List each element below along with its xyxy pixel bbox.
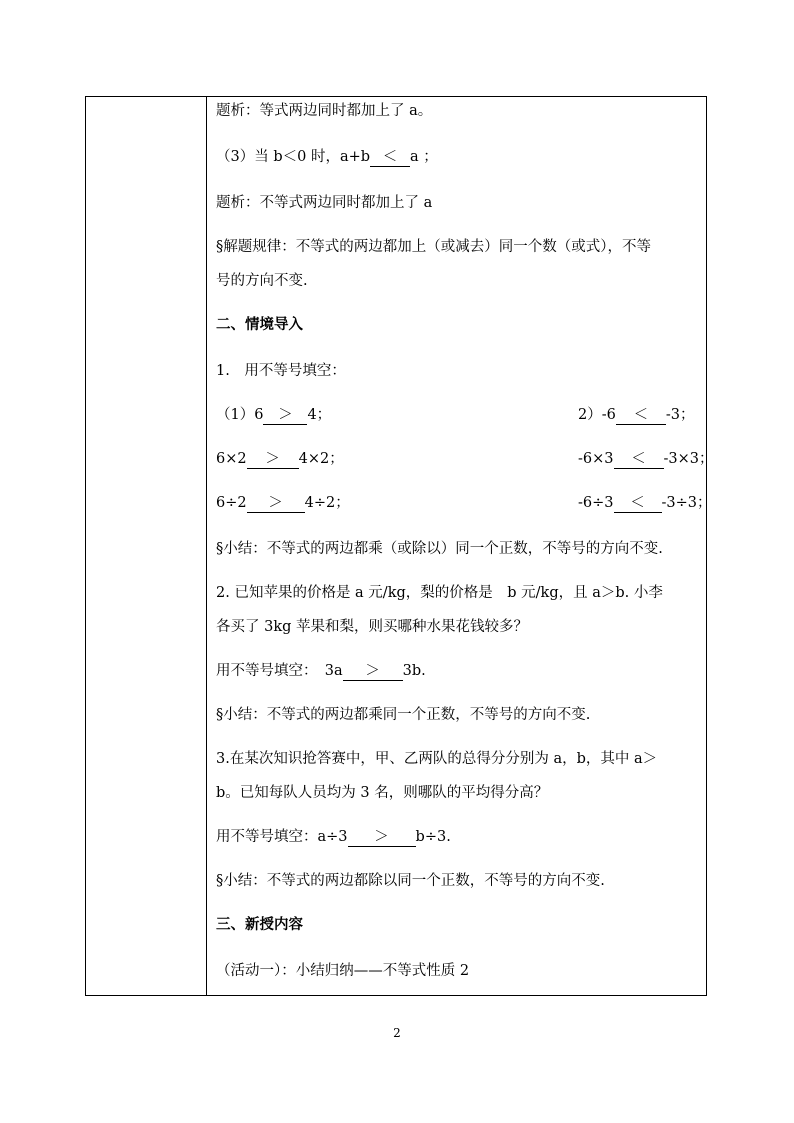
answer-blank: ＞ [348, 828, 416, 847]
text-segment: （3）当 b＜0 时，a+b [216, 149, 371, 165]
text-segment: a ； [410, 149, 438, 165]
text-line: 题析：等式两边同时都加上了 a。 [216, 103, 433, 119]
question-text: 2. 已知苹果的价格是 a 元/kg，梨的价格是 b 元/kg，且 a＞b. 小李 [216, 585, 663, 601]
activity-text: （活动一）：小结归纳——不等式性质 2 [216, 963, 470, 979]
fill-blank-right [578, 405, 694, 425]
summary-text: §小结：不等式的两边都除以同一个正数，不等号的方向不变. [216, 873, 605, 889]
question-text: 1. 用不等号填空： [216, 363, 346, 379]
text-segment: 用不等号填空： 3a [216, 663, 343, 679]
text-segment: 2）-6 [578, 407, 616, 423]
text-segment: 用不等号填空：a÷3 [216, 829, 348, 845]
text-segment: 6÷2 [216, 495, 247, 511]
fill-blank-line [216, 661, 426, 681]
content-table [85, 96, 714, 996]
fill-blank-line [216, 405, 695, 425]
text-segment: 3b. [402, 663, 426, 679]
fill-blank-right [578, 493, 712, 513]
text-segment: b÷3. [415, 829, 451, 845]
answer-blank: ＜ [614, 494, 662, 513]
text-line: 号的方向不变. [216, 273, 308, 289]
section-heading: 二、情境导入 [216, 317, 303, 333]
text-segment: （1）6 [216, 407, 264, 423]
summary-text: §小结：不等式的两边都乘同一个正数，不等号的方向不变. [216, 707, 591, 723]
fill-blank-line [216, 449, 714, 469]
text-line: §解题规律：不等式的两边都加上（或减去）同一个数（或式），不等 [216, 239, 651, 255]
fill-blank-line [216, 827, 451, 847]
question-text: 3.在某次知识抢答赛中，甲、乙两队的总得分分别为 a，b，其中 a＞ [216, 751, 658, 767]
text-segment: -3÷3； [661, 495, 712, 511]
answer-blank: ＜ [614, 450, 664, 469]
text-segment: -6÷3 [578, 495, 614, 511]
page-number: 2 [393, 1026, 401, 1040]
section-heading: 三、新授内容 [216, 917, 303, 933]
text-segment: 4； [307, 407, 332, 423]
question-text: b。已知每队人员均为 3 名，则哪队的平均得分高？ [216, 785, 549, 801]
text-segment: -6×3 [578, 451, 614, 467]
text-segment: -3； [665, 407, 695, 423]
answer-blank: ＞ [343, 662, 403, 681]
answer-blank: ＞ [247, 494, 305, 513]
left-column-cell [86, 97, 207, 995]
answer-blank: ＜ [370, 148, 410, 167]
fill-blank-line [216, 493, 712, 513]
fill-blank-line [216, 147, 438, 167]
fill-blank-right [578, 449, 714, 469]
text-segment: 6×2 [216, 451, 247, 467]
answer-blank: ＞ [263, 406, 307, 425]
text-segment: -3×3； [663, 451, 714, 467]
text-segment: 4÷2； [304, 495, 350, 511]
summary-text: §小结：不等式的两边都乘（或除以）同一个正数，不等号的方向不变. [216, 541, 663, 557]
answer-blank: ＜ [616, 406, 666, 425]
question-text: 各买了 3kg 苹果和梨，则买哪种水果花钱较多？ [216, 619, 529, 635]
text-segment: 4×2； [298, 451, 344, 467]
answer-blank: ＞ [247, 450, 299, 469]
text-line: 题析：不等式两边同时都加上了 a [216, 195, 433, 211]
